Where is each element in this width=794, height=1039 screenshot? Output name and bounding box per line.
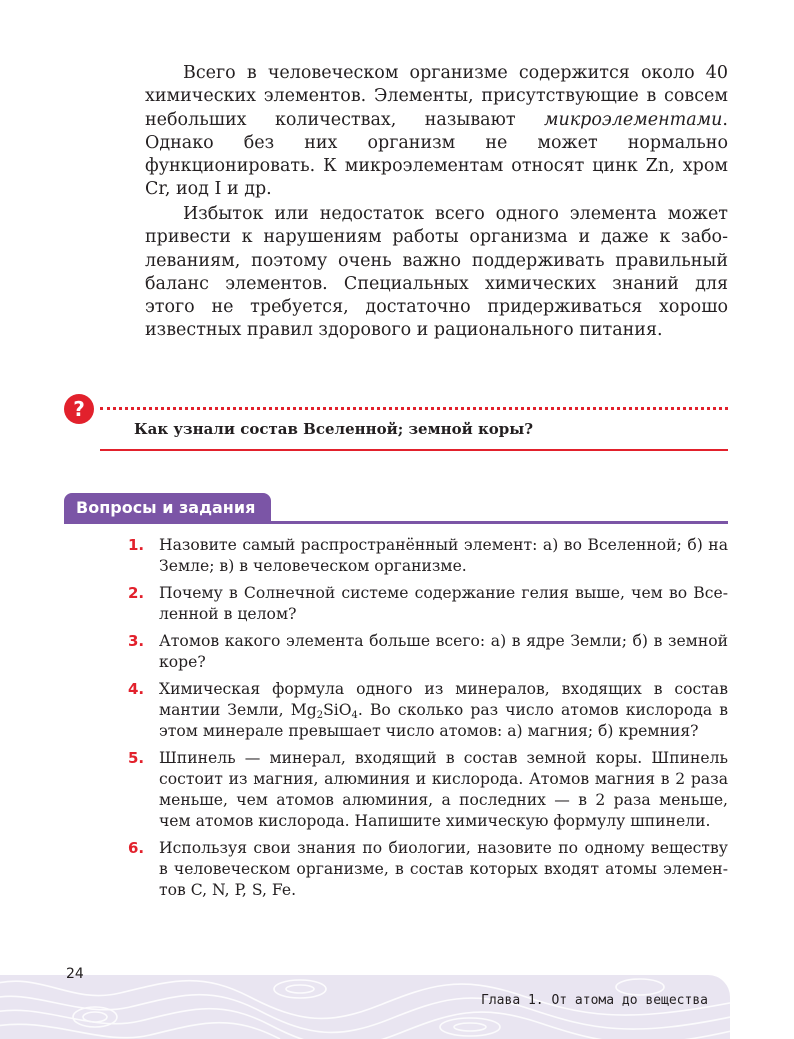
list-item bbox=[128, 748, 728, 832]
paragraph-2: Избыток или недостаток всего одного элемента может привести к нарушениям работы организма и даже к заболеваниям, поэтому очень важно поддерживать правильный баланс элементов. Специальных химических знаний для этого не требуется, достаточно придерживаться хорошо известных правил здорового и рационального питания. bbox=[145, 204, 728, 341]
formula-subscript: 2 bbox=[316, 710, 324, 721]
list-item bbox=[128, 838, 728, 901]
section-rule bbox=[64, 521, 728, 524]
paragraph-1-text: Всего в человеческом организме содержится около 40 химических элементов. Элементы, присутствующие в совсем небольших количествах, называют bbox=[145, 63, 728, 130]
chapter-title: Глава 1. От атома до вещества bbox=[481, 993, 708, 1008]
section-title: Вопросы и задания bbox=[64, 493, 271, 523]
item-text: Назовите самый распространённый элемент: а) во Вселенной; б) на Земле; в) в человеческом организме. bbox=[159, 536, 728, 575]
item-text: Атомов какого элемента больше всего: а) в ядре Земли; б) в земной коре? bbox=[159, 632, 728, 671]
task-list bbox=[128, 535, 728, 907]
paragraph-1-text-end: . Однако без них организм не может нормально функционировать. К микроэлементам относят цинк Zn, хром Cr, иод I и др. bbox=[145, 109, 728, 200]
paragraph-1 bbox=[145, 62, 728, 202]
item-number: 1. bbox=[128, 536, 145, 554]
page-number: 24 bbox=[66, 966, 84, 982]
formula bbox=[291, 701, 358, 719]
item-number: 2. bbox=[128, 584, 145, 602]
item-text: Используя свои знания по биологии, назовите по одному веществу в человеческом организме, в состав которых входят атомы элементов C, N, P, S, Fe. bbox=[159, 839, 728, 899]
item-text-start: Химическая формула одного из минералов, входящих в состав мантии Земли, bbox=[159, 680, 728, 719]
question-text: Как узнали состав Вселенной; земной коры? bbox=[134, 420, 534, 438]
item-text: Почему в Солнечной системе содержание гелия выше, чем во Вселенной в целом? bbox=[159, 584, 728, 623]
list-item bbox=[128, 535, 728, 577]
list-item bbox=[128, 631, 728, 673]
item-number: 5. bbox=[128, 749, 145, 767]
list-item bbox=[128, 583, 728, 625]
item-text-end: . Во сколько раз число атомов кислорода в этом минерале превышает число атомов: а) магния; б) кремния? bbox=[159, 701, 728, 740]
term-microelements: микроэлементами bbox=[543, 109, 723, 130]
item-text: Шпинель — минерал, входящий в состав земной коры. Шпинель состоит из магния, алюминия и кислорода. Атомов магния в 2 раза меньше, чем атомов алюминия, а последних — в 2 раза меньше, чем атомов кислорода. Напишите химическую формулу шпинели. bbox=[159, 749, 728, 830]
dotted-divider bbox=[100, 407, 728, 410]
item-number: 3. bbox=[128, 632, 145, 650]
formula-sio: SiO bbox=[323, 701, 352, 719]
question-underline bbox=[100, 449, 728, 451]
item-number: 4. bbox=[128, 680, 145, 698]
formula-subscript: 4 bbox=[351, 710, 358, 721]
question-icon: ? bbox=[64, 394, 94, 424]
item-text bbox=[159, 679, 728, 742]
item-number: 6. bbox=[128, 839, 145, 857]
list-item bbox=[128, 679, 728, 742]
formula-mg: Mg bbox=[290, 701, 317, 719]
